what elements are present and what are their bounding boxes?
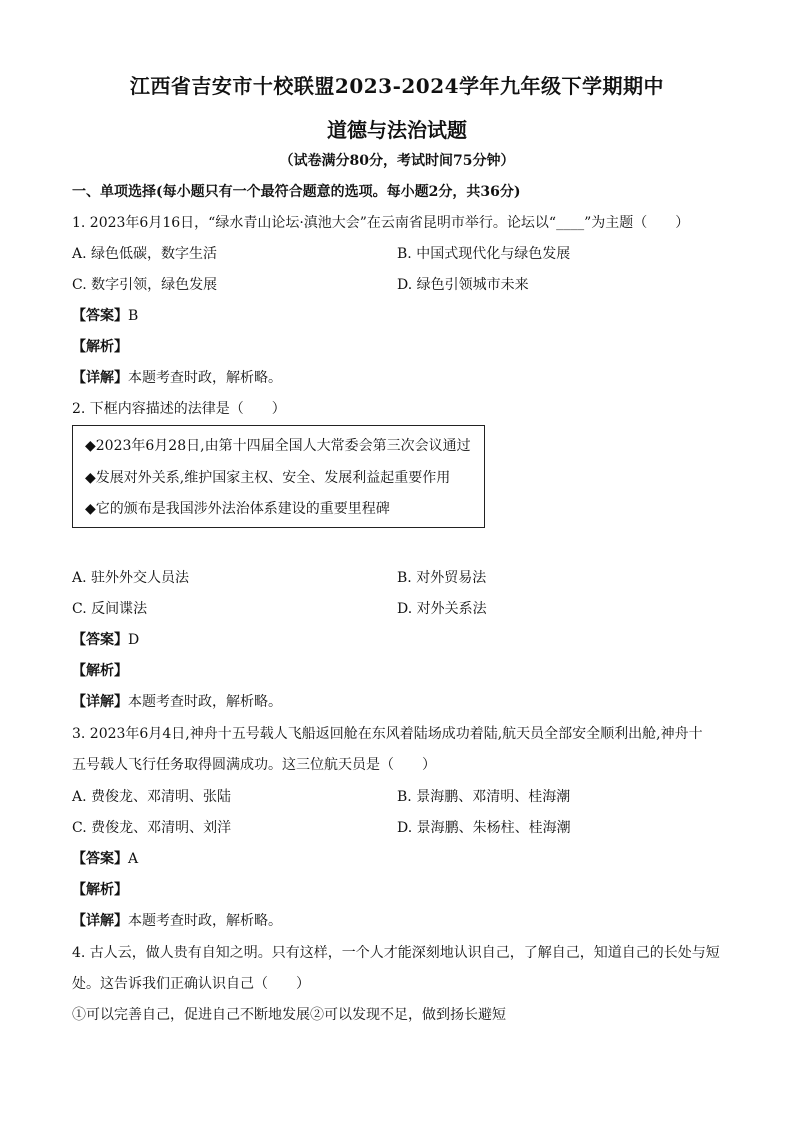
- answer-value: D: [128, 632, 140, 648]
- question-2-analysis: [72, 661, 128, 681]
- question-3-option-d: D. 景海鹏、朱杨柱、桂海潮: [397, 820, 571, 836]
- question-1-detail: [72, 368, 282, 388]
- question-1-option-a: A. 绿色低碳，数字生活: [72, 246, 218, 262]
- question-2-option-d: D. 对外关系法: [397, 601, 487, 617]
- question-3-answer: [72, 849, 138, 869]
- question-3-option-a: A. 费俊龙、邓清明、张陆: [72, 789, 232, 805]
- question-1-option-b: B. 中国式现代化与绿色发展: [397, 246, 571, 262]
- question-3-option-c: C. 费俊龙、邓清明、刘洋: [72, 820, 232, 836]
- question-2-option-b: B. 对外贸易法: [397, 570, 487, 586]
- question-3-analysis: [72, 880, 128, 900]
- question-1-option-c: C. 数字引领，绿色发展: [72, 277, 218, 293]
- question-1-analysis: [72, 337, 128, 357]
- question-4-statements: ①可以完善自己，促进自己不断地发展②可以发现不足，做到扬长避短: [72, 1007, 506, 1023]
- exam-subtitle: （试卷满分80分，考试时间75分钟）: [279, 153, 515, 169]
- question-3-stem-line1: 3. 2023年6月4日,神舟十五号载人飞船返回舱在东风着陆场成功着陆,航天员全部安全顺利出舱,神舟十: [72, 726, 703, 742]
- question-2-answer: [72, 630, 139, 650]
- detail-label: 【详解】: [72, 370, 128, 386]
- info-box-line-2: ◆发展对外关系,维护国家主权、安全、发展利益起重要作用: [85, 470, 451, 486]
- question-2-option-c: C. 反间谍法: [72, 601, 148, 617]
- info-box-line-3: ◆它的颁布是我国涉外法治体系建设的重要里程碑: [85, 501, 390, 517]
- detail-text: 本题考查时政，解析略。: [128, 913, 282, 929]
- answer-label: 【答案】: [72, 308, 128, 324]
- answer-value: B: [128, 308, 139, 324]
- answer-label: 【答案】: [72, 851, 128, 867]
- exam-title-line2: 道德与法治试题: [327, 118, 467, 142]
- section-heading: 一、单项选择(每小题只有一个最符合题意的选项。每小题2分，共36分): [72, 184, 521, 200]
- question-1-option-d: D. 绿色引领城市未来: [397, 277, 529, 293]
- question-3-option-b: B. 景海鹏、邓清明、桂海潮: [397, 789, 571, 805]
- exam-title-line1: 江西省吉安市十校联盟2023-2024学年九年级下学期期中: [129, 74, 665, 98]
- answer-label: 【答案】: [72, 632, 128, 648]
- detail-label: 【详解】: [72, 913, 128, 929]
- question-2-info-box: [72, 425, 485, 528]
- detail-text: 本题考查时政，解析略。: [128, 370, 282, 386]
- analysis-label: 【解析】: [72, 882, 128, 898]
- detail-text: 本题考查时政，解析略。: [128, 694, 282, 710]
- question-2-detail: [72, 692, 282, 712]
- question-2-option-a: A. 驻外外交人员法: [72, 570, 190, 586]
- detail-label: 【详解】: [72, 694, 128, 710]
- answer-value: A: [128, 851, 139, 867]
- question-2-stem: 2. 下框内容描述的法律是（ ）: [72, 401, 286, 417]
- question-4-stem-line1: 4. 古人云，做人贵有自知之明。只有这样，一个人才能深刻地认识自己，了解自己，知道自己的长处与短: [72, 945, 720, 961]
- question-3-stem-line2: 五号载人飞行任务取得圆满成功。这三位航天员是（ ）: [72, 757, 436, 773]
- info-box-line-1: ◆2023年6月28日,由第十四届全国人大常委会第三次会议通过: [85, 438, 471, 454]
- question-3-detail: [72, 911, 282, 931]
- analysis-label: 【解析】: [72, 663, 128, 679]
- analysis-label: 【解析】: [72, 339, 128, 355]
- question-1-stem: 1. 2023年6月16日，“绿水青山论坛·滇池大会”在云南省昆明市举行。论坛以“____”为主题（ ）: [72, 215, 690, 231]
- question-4-stem-line2: 处。这告诉我们正确认识自己（ ）: [72, 976, 310, 992]
- question-1-answer: [72, 306, 138, 326]
